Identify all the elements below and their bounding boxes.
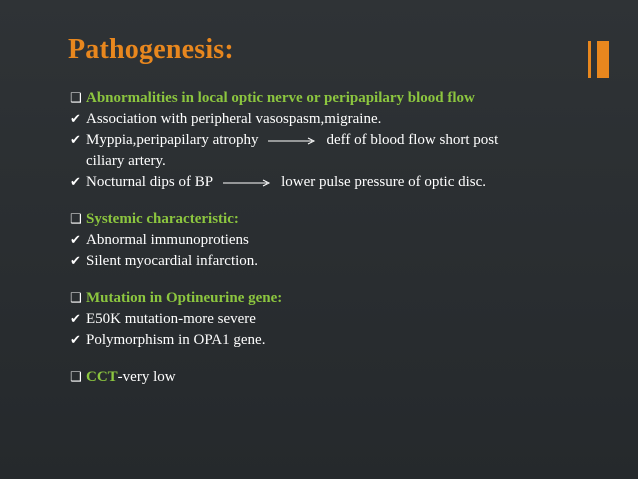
section-heading-cct: ❑ CCT-very low <box>70 367 590 388</box>
checkmark-icon: ✔ <box>70 133 81 148</box>
list-item: ✔ E50K mutation-more severe <box>70 309 590 330</box>
checkmark-icon: ✔ <box>70 175 81 190</box>
section-heading-systemic: ❑ Systemic characteristic: <box>70 209 590 230</box>
list-item: ✔ Myppia,peripapilary atrophy deff of blood flow short post <box>70 130 590 151</box>
checkmark-icon: ✔ <box>70 112 81 127</box>
section-heading-mutation: ❑ Mutation in Optineurine gene: <box>70 288 590 309</box>
checkmark-icon: ✔ <box>70 233 81 248</box>
title-accent-bar-thin <box>588 41 591 78</box>
checkmark-icon: ✔ <box>70 312 81 327</box>
section-heading-abnormalities: ❑ Abnormalities in local optic nerve or peripapilary blood flow <box>70 88 590 109</box>
hollow-square-icon: ❑ <box>70 370 82 385</box>
checkmark-icon: ✔ <box>70 254 81 269</box>
list-item: ✔ Nocturnal dips of BP lower pulse pressure of optic disc. <box>70 172 590 193</box>
list-item: ✔ Association with peripheral vasospasm,migraine. <box>70 109 590 130</box>
hollow-square-icon: ❑ <box>70 91 82 106</box>
list-item: ✔ Abnormal immunoprotiens <box>70 230 590 251</box>
slide-title: Pathogenesis: <box>68 34 234 65</box>
title-accent-bar-thick <box>597 41 609 78</box>
hollow-square-icon: ❑ <box>70 212 82 227</box>
checkmark-icon: ✔ <box>70 333 81 348</box>
right-arrow-icon <box>268 137 316 145</box>
slide-body <box>70 88 590 388</box>
right-arrow-icon <box>223 179 271 187</box>
list-item: ✔ Silent myocardial infarction. <box>70 251 590 272</box>
hollow-square-icon: ❑ <box>70 291 82 306</box>
list-item-continuation: ciliary artery. <box>86 153 166 169</box>
list-item: ✔ Polymorphism in OPA1 gene. <box>70 330 590 351</box>
